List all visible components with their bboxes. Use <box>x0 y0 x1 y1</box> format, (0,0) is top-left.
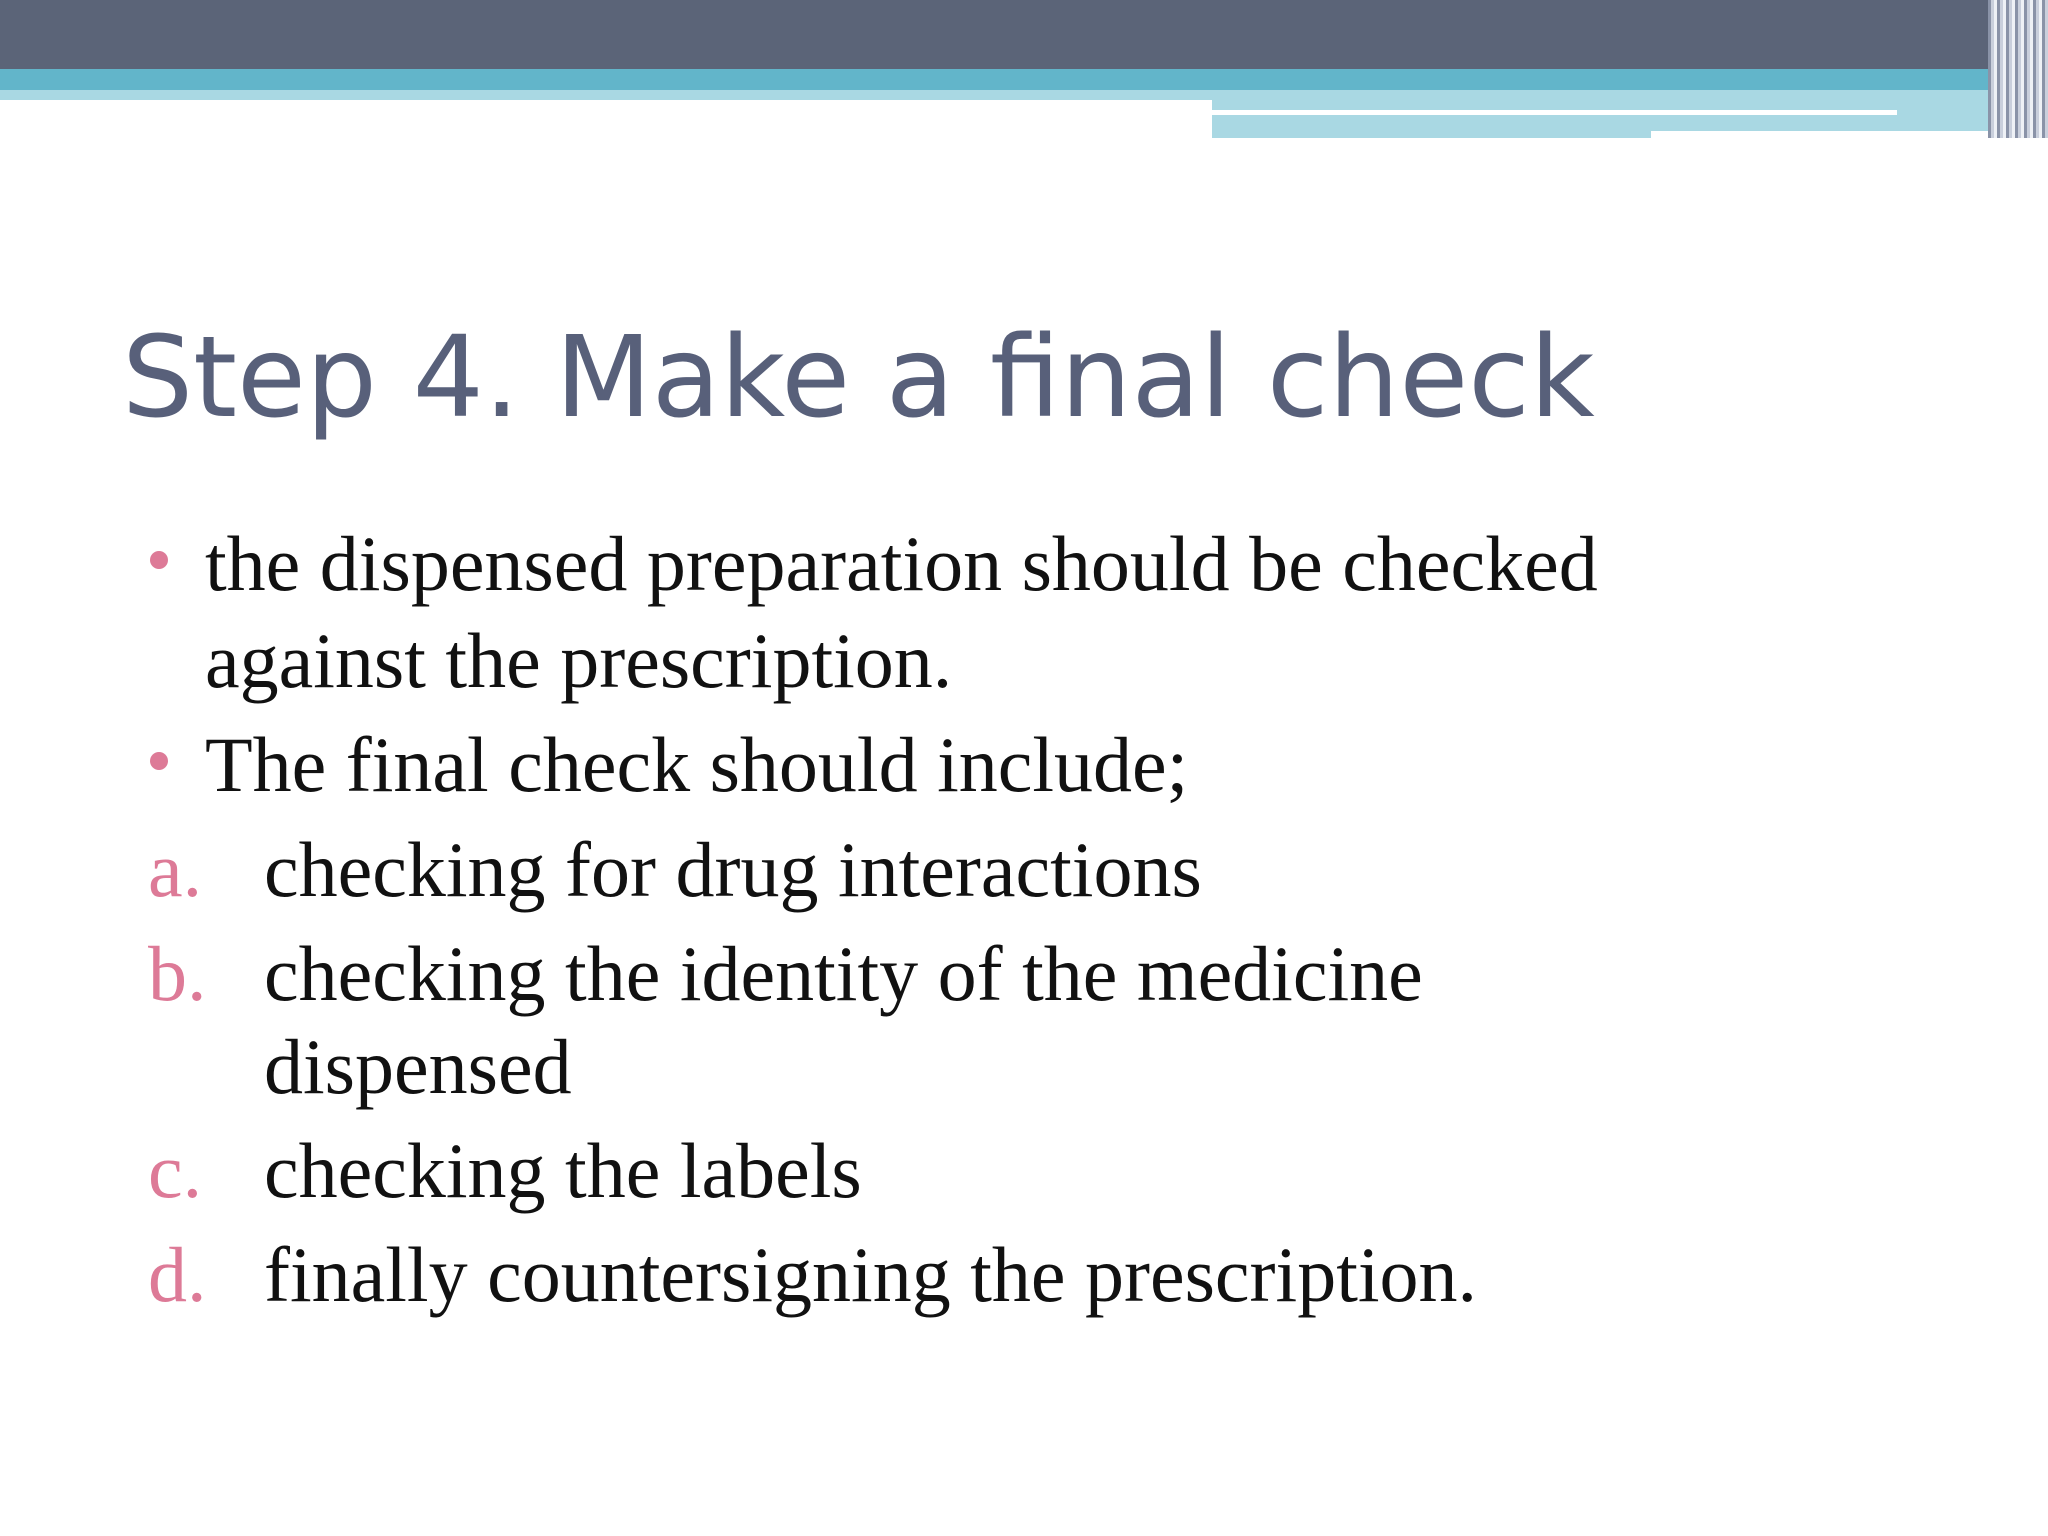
bullet-icon <box>150 752 168 770</box>
list-item-text: checking the labels <box>264 1127 862 1214</box>
list-marker: c. <box>148 1127 203 1214</box>
bullet-line: the dispensed preparation should be checked <box>205 520 1598 607</box>
list-marker: b. <box>148 930 207 1017</box>
slide-title: Step 4. Make a final check <box>122 313 1595 443</box>
list-item-text: checking the identity of the medicine <box>264 930 1423 1017</box>
bullet-line: against the prescription. <box>205 617 953 704</box>
list-item-text: dispensed <box>264 1023 572 1110</box>
list-marker: d. <box>148 1231 207 1318</box>
list-item-text: checking for drug interactions <box>264 826 1202 913</box>
list-item-text: finally countersigning the prescription. <box>264 1231 1478 1318</box>
bullet-line: The final check should include; <box>205 721 1189 808</box>
bullet-icon <box>150 551 168 569</box>
list-marker: a. <box>148 826 203 913</box>
